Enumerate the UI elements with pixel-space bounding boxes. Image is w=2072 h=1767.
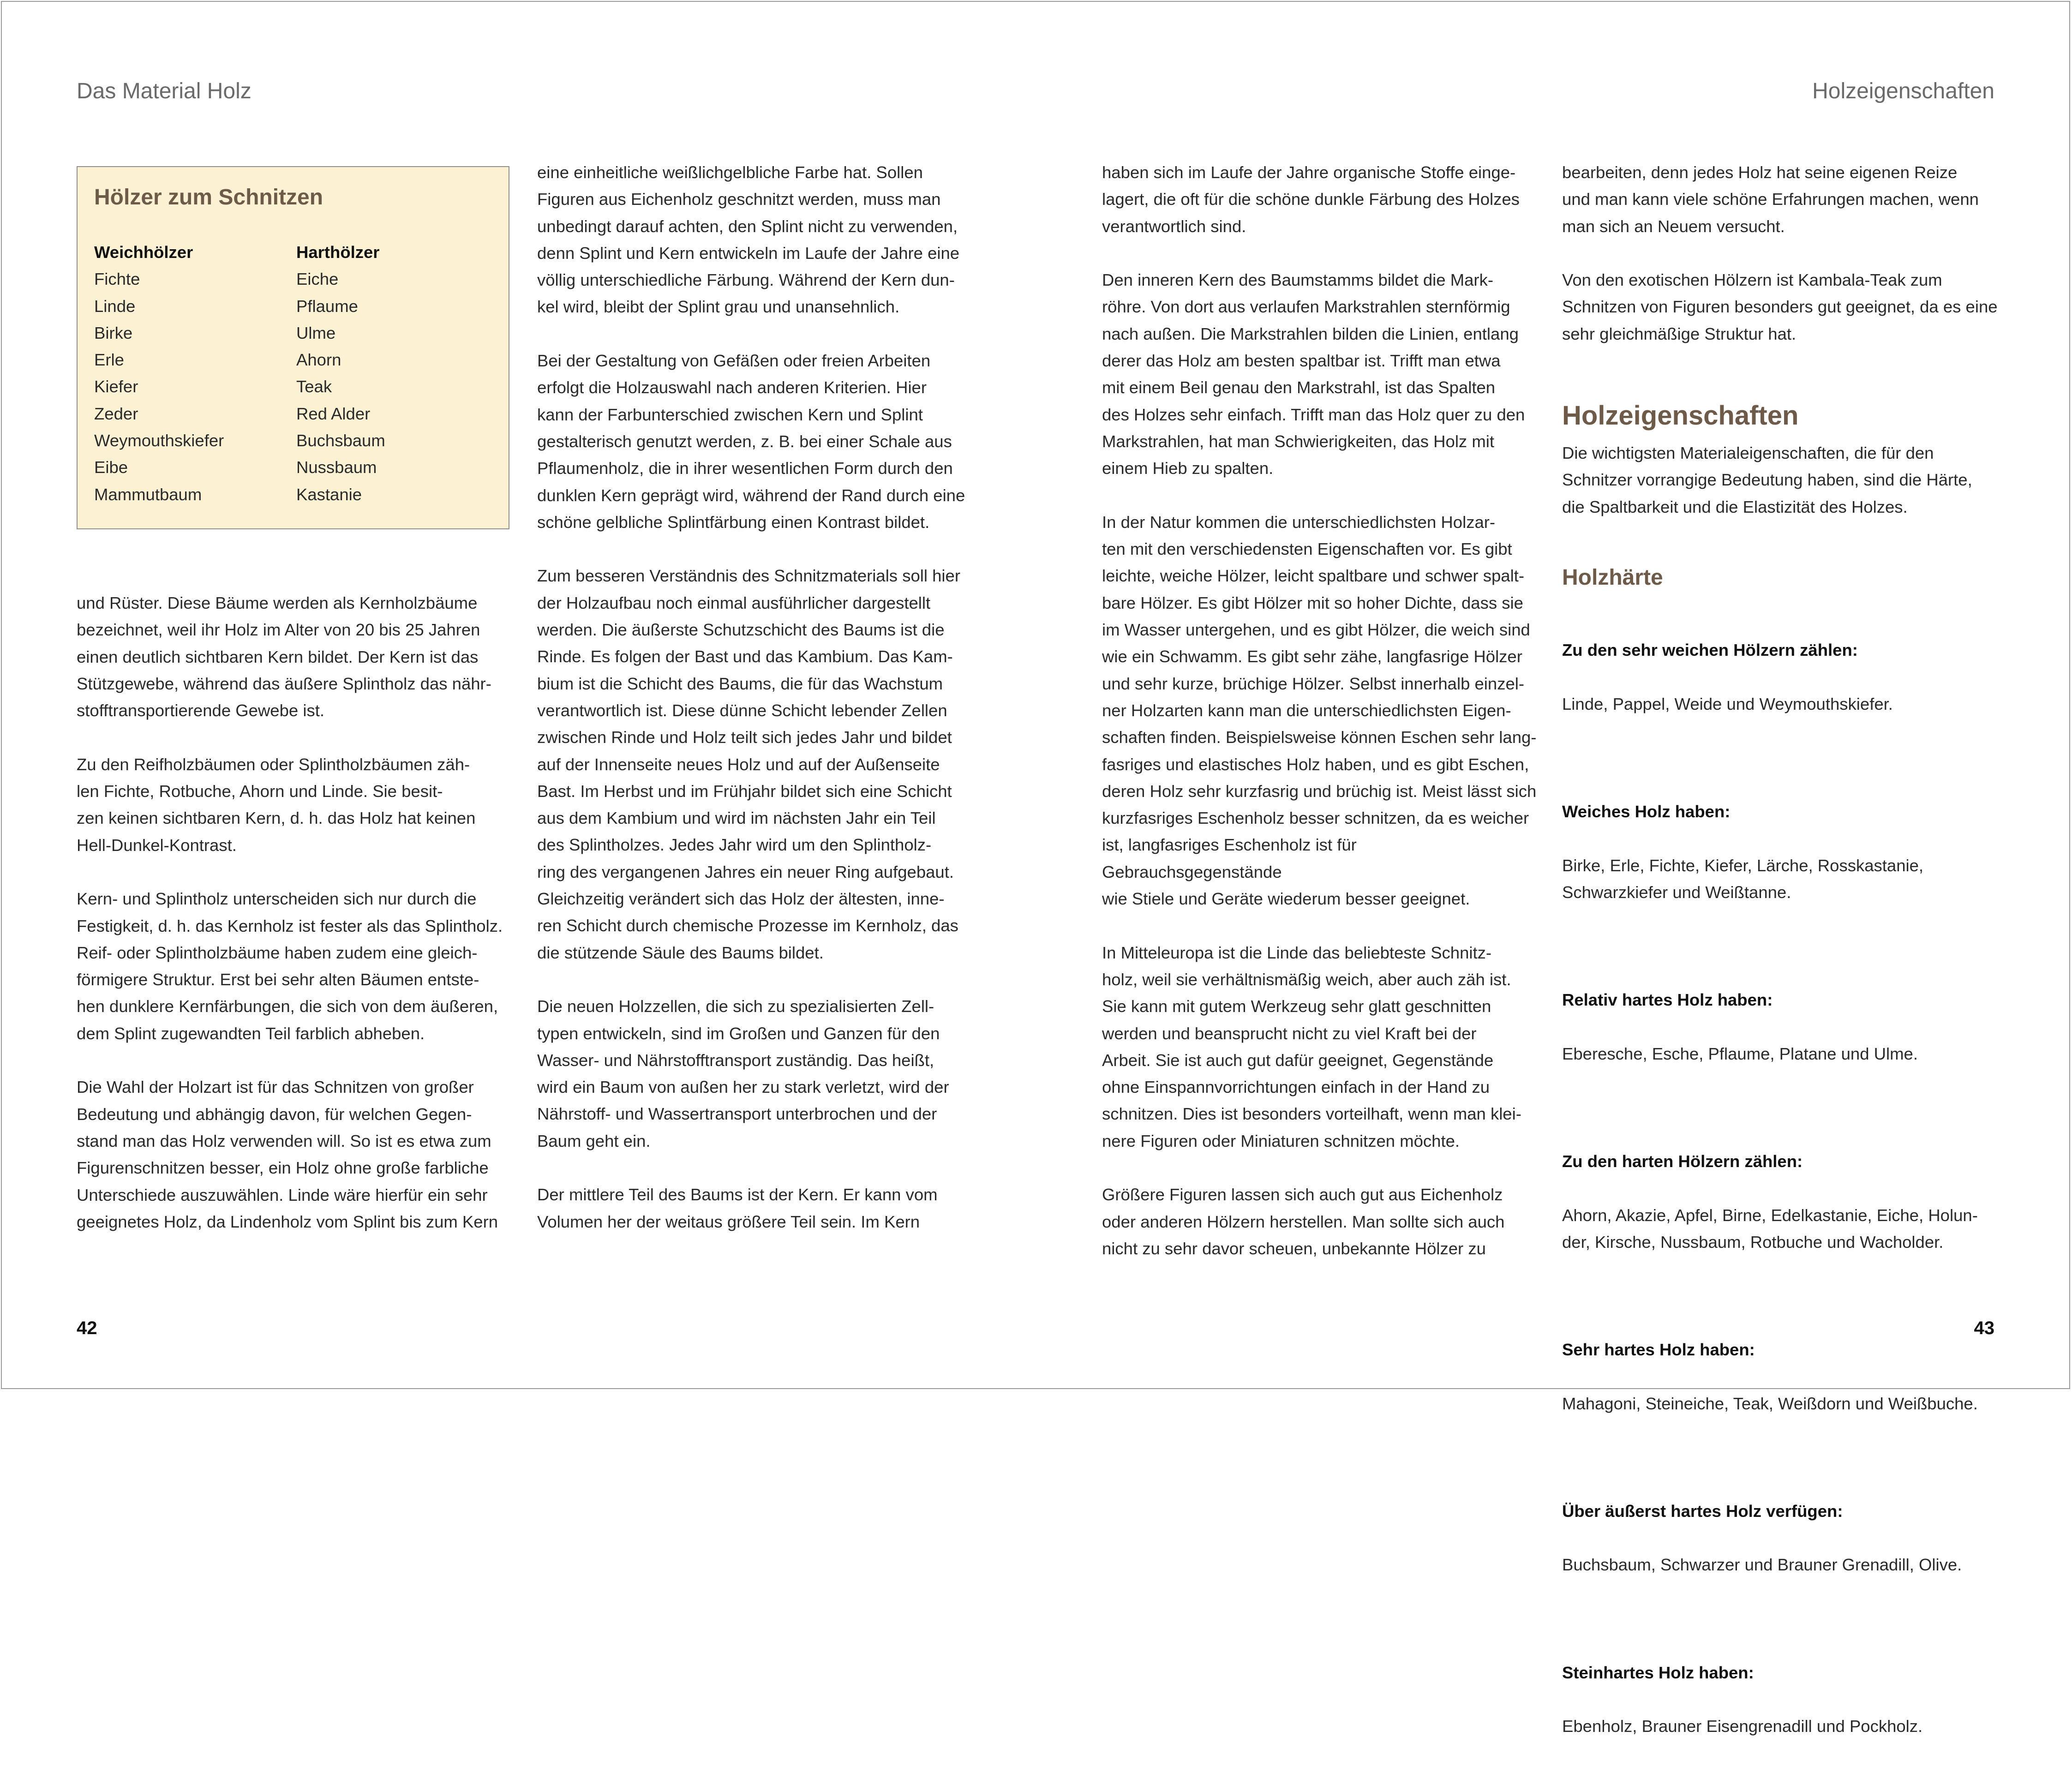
softwood-item: Kiefer — [94, 377, 138, 396]
paragraph: Den inneren Kern des Baumstamms bildet die Mark- röhre. Von dort aus verlaufen Markstrahlen sternförmig nach außen. Die Markstrahlen bilden die Linien, entlang derer das Holz am besten spaltbar ist. Trifft man etwa mit einem Beil genau den Markstrahl, ist das Spalten des Holzes sehr einfach. Trifft man das Holz quer zu den Markstrahlen, hat man Schwierigkeiten, das Holz mit einem Hieb zu spalten. — [1102, 270, 1525, 478]
sub-heading: Holzhärte — [1562, 565, 1663, 590]
hardness-entry — [1562, 1632, 2000, 1767]
hardwood-item: Ahorn — [296, 350, 341, 370]
hardness-label: Relativ hartes Holz haben: — [1562, 990, 1773, 1010]
hardwood-header: Harthölzer — [296, 243, 380, 262]
hardness-label: Sehr hartes Holz haben: — [1562, 1340, 1755, 1359]
paragraph: eine einheitliche weißlichgelbliche Farbe hat. Sollen Figuren aus Eichenholz geschnitzt werden, muss man unbedingt darauf achten, den Splint nicht zu verwenden, denn Splint und Kern entwickeln im Laufe der Jahre eine völlig unterschiedliche Färbung. Während der Kern dun- kel wird, bleibt der Splint grau und unansehnlich. — [537, 163, 960, 317]
hardness-entry — [1562, 610, 2000, 744]
box-title: Hölzer zum Schnitzen — [94, 185, 323, 210]
hardwood-item: Ulme — [296, 323, 336, 342]
softwood-item: Zeder — [94, 404, 138, 423]
column-1 — [77, 590, 515, 1235]
column-3 — [1102, 159, 1540, 1262]
column-2 — [537, 159, 976, 1235]
hardness-entry — [1562, 772, 2000, 933]
running-head-left: Das Material Holz — [77, 79, 252, 103]
hardness-woods: Mahagoni, Steineiche, Teak, Weißdorn und Weißbuche. — [1562, 1394, 1978, 1413]
hardness-woods: Linde, Pappel, Weide und Weymouthskiefer. — [1562, 694, 1893, 713]
paragraph: Die wichtigsten Materialeigenschaften, die für den Schnitzer vorrangige Bedeutung haben, sind die Härte, die Spaltbarkeit und die Elastizität des Holzes. — [1562, 443, 1972, 516]
page-number-left: 42 — [77, 1318, 97, 1338]
softwood-item: Erle — [94, 350, 124, 370]
hardwood-item: Eiche — [296, 270, 339, 289]
column-4 — [1562, 159, 2000, 1767]
softwood-item: Weymouthskiefer — [94, 431, 224, 450]
paragraph: In der Natur kommen die unterschiedlichsten Holzar- ten mit den verschiedensten Eigenschaften vor. Es gibt leichte, weiche Hölzer, leicht spaltbare und schwer spalt- bare Hölzer. Es gibt Hölzer mit so hoher Dichte, dass sie im Wasser untergehen, und es gibt Hölzer, die weich sind wie ein Schwamm. Es gibt sehr zähe, langfasrige Hölzer und sehr kurze, brüchige Hölzer. Selbst innerhalb einzel- ner Holzarten kann man die unterschiedlichsten Eigen- schaften finden. Beispielsweise können Eschen sehr lang- fasriges und elastisches Holz haben, und es gibt Eschen, deren Holz sehr kurzfasrig und brüchig ist. Meist lässt sich kurzfasriges Eschenholz besser schnitzen, da es weicher ist, langfasriges Eschenholz ist für Gebrauchsgegenstände wie Stiele und Geräte wiederum besser geeignet. — [1102, 512, 1537, 909]
paragraph: Die neuen Holzzellen, die sich zu spezialisierten Zell- typen entwickeln, sind im Großen und Ganzen für den Wasser- und Nährstofftransport zuständig. Das heißt, wird ein Baum von außen her zu stark verletzt, wird der Nährstoff- und Wassertransport unterbrochen und der Baum geht ein. — [537, 997, 949, 1150]
wood-types-box — [77, 166, 509, 529]
paragraph: Die Wahl der Holzart ist für das Schnitzen von großer Bedeutung und abhängig davon, für welchen Gegen- stand man das Holz verwenden will. So ist es etwa zum Figurenschnitzen besser, ein Holz ohne große farbliche Unterschiede auszuwählen. Linde wäre hierfür ein sehr geeignetes Holz, da Lindenholz vom Splint bis zum Kern — [77, 1078, 498, 1231]
hardwood-item: Teak — [296, 377, 332, 396]
paragraph: Größere Figuren lassen sich auch gut aus Eichenholz oder anderen Hölzern herstellen. Man sollte sich auch nicht zu sehr davor scheuen, unbekannte Hölzer zu — [1102, 1185, 1505, 1258]
section-heading: Holzeigenschaften — [1562, 401, 1799, 431]
hardness-entry — [1562, 1310, 2000, 1444]
hardness-entry — [1562, 1121, 2000, 1283]
hardness-woods: Eberesche, Esche, Pflaume, Platane und Ulme. — [1562, 1044, 1918, 1063]
hardness-entry — [1562, 960, 2000, 1094]
hardness-woods: Buchsbaum, Schwarzer und Brauner Grenadill, Olive. — [1562, 1555, 1962, 1575]
running-head-right: Holzeigenschaften — [1812, 79, 1994, 103]
page-number-right: 43 — [1974, 1318, 1994, 1338]
softwood-item: Fichte — [94, 270, 140, 289]
paragraph: und Rüster. Diese Bäume werden als Kernholzbäume bezeichnet, weil ihr Holz im Alter von 20 bis 25 Jahren einen deutlich sichtbaren Kern bildet. Der Kern ist das Stützgewebe, während das äußere Splintholz das nähr- stofftransportierende Gewebe ist. — [77, 593, 491, 720]
hardwood-list — [296, 239, 385, 508]
hardness-list — [1562, 610, 2000, 1767]
hardness-woods: Birke, Erle, Fichte, Kiefer, Lärche, Rosskastanie, Schwarzkiefer und Weißtanne. — [1562, 856, 1924, 902]
hardwood-item: Buchsbaum — [296, 431, 385, 450]
paragraph: Der mittlere Teil des Baums ist der Kern. Er kann vom Volumen her der weitaus größere Teil sein. Im Kern — [537, 1185, 938, 1231]
hardness-label: Über äußerst hartes Holz verfügen: — [1562, 1501, 1843, 1521]
paragraph: In Mitteleuropa ist die Linde das beliebteste Schnitz- holz, weil sie verhältnismäßig weich, aber auch zäh ist. Sie kann mit gutem Werkzeug sehr glatt geschnitten werden und beansprucht nicht zu viel Kraft bei der Arbeit. Sie ist auch gut dafür geeignet, Gegenstände ohne Einspannvorrichtungen einfach in der Hand zu schnitzen. Dies ist besonders vorteilhaft, wenn man klei- nere Figuren oder Miniaturen schnitzen möchte. — [1102, 943, 1521, 1150]
softwood-item: Linde — [94, 296, 136, 316]
paragraph: Zu den Reifholzbäumen oder Splintholzbäumen zäh- len Fichte, Rotbuche, Ahorn und Linde. Sie besit- zen keinen sichtbaren Kern, d. h. das Holz hat keinen Hell-Dunkel-Kontrast. — [77, 755, 476, 855]
paragraph: Von den exotischen Hölzern ist Kambala-Teak zum Schnitzen von Figuren besonders gut geeignet, da es eine sehr gleichmäßige Struktur hat. — [1562, 270, 1998, 343]
softwood-item: Mammutbaum — [94, 485, 202, 504]
paragraph: Kern- und Splintholz unterscheiden sich nur durch die Festigkeit, d. h. das Kernholz ist fester als das Splintholz. Reif- oder Splintholzbäume haben zudem eine gleich- förmigere Struktur. Erst bei sehr alten Bäumen entste- hen dunklere Kernfärbungen, die sich von dem äußeren, dem Splint zugewandten Teil farblich abheben. — [77, 889, 503, 1043]
hardness-entry — [1562, 1471, 2000, 1605]
hardness-label: Zu den harten Hölzern zählen: — [1562, 1151, 1803, 1171]
hardwood-item: Nussbaum — [296, 458, 377, 477]
softwood-item: Eibe — [94, 458, 128, 477]
paragraph: Bei der Gestaltung von Gefäßen oder freien Arbeiten erfolgt die Holzauswahl nach anderen Kriterien. Hier kann der Farbunterschied zwischen Kern und Splint gestalterisch genutzt werden, z. B. bei einer Schale aus Pflaumenholz, die in ihrer wesentlichen Form durch den dunklen Kern geprägt wird, während der Rand durch eine schöne gelbliche Splintfärbung einen Kontrast bildet. — [537, 351, 965, 532]
hardwood-item: Red Alder — [296, 404, 371, 423]
hardness-woods: Ahorn, Akazie, Apfel, Birne, Edelkastanie, Eiche, Holun- der, Kirsche, Nussbaum, Rotbuche und Wacholder. — [1562, 1205, 1978, 1252]
hardness-label: Steinhartes Holz haben: — [1562, 1663, 1754, 1682]
hardwood-item: Pflaume — [296, 296, 358, 316]
softwood-header: Weichhölzer — [94, 243, 193, 262]
hardness-label: Weiches Holz haben: — [1562, 802, 1731, 821]
paragraph: bearbeiten, denn jedes Holz hat seine eigenen Reize und man kann viele schöne Erfahrungen machen, wenn man sich an Neuem versucht. — [1562, 163, 1979, 236]
hardwood-item: Kastanie — [296, 485, 362, 504]
hardness-label: Zu den sehr weichen Hölzern zählen: — [1562, 641, 1858, 660]
hardness-woods: Ebenholz, Brauner Eisengrenadill und Pockholz. — [1562, 1717, 1923, 1736]
softwood-item: Birke — [94, 323, 133, 342]
softwood-list — [94, 239, 224, 508]
paragraph: Zum besseren Verständnis des Schnitzmaterials soll hier der Holzaufbau noch einmal ausführlicher dargestellt werden. Die äußerste Schutzschicht des Baums ist die Rinde. Es folgen der Bast und das Kambium. Das Kam- bium ist die Schicht des Baums, die für das Wachstum verantwortlich ist. Diese dünne Schicht lebender Zellen zwischen Rinde und Holz teilt sich jedes Jahr und bildet auf der Innenseite neues Holz und auf der Außenseite Bast. Im Herbst und im Frühjahr bildet sich eine Schicht aus dem Kambium und wird im nächsten Jahr ein Teil des Splintholzes. Jedes Jahr wird um den Splintholz- ring des vergangenen Jahres ein neuer Ring aufgebaut. Gleichzeitig verändert sich das Holz der ältesten, inne- ren Schicht durch chemische Prozesse im Kernholz, das die stützende Säule des Baums bildet. — [537, 566, 960, 962]
paragraph: haben sich im Laufe der Jahre organische Stoffe einge- lagert, die oft für die schöne dunkle Färbung des Holzes verantwortlich sind. — [1102, 163, 1520, 236]
